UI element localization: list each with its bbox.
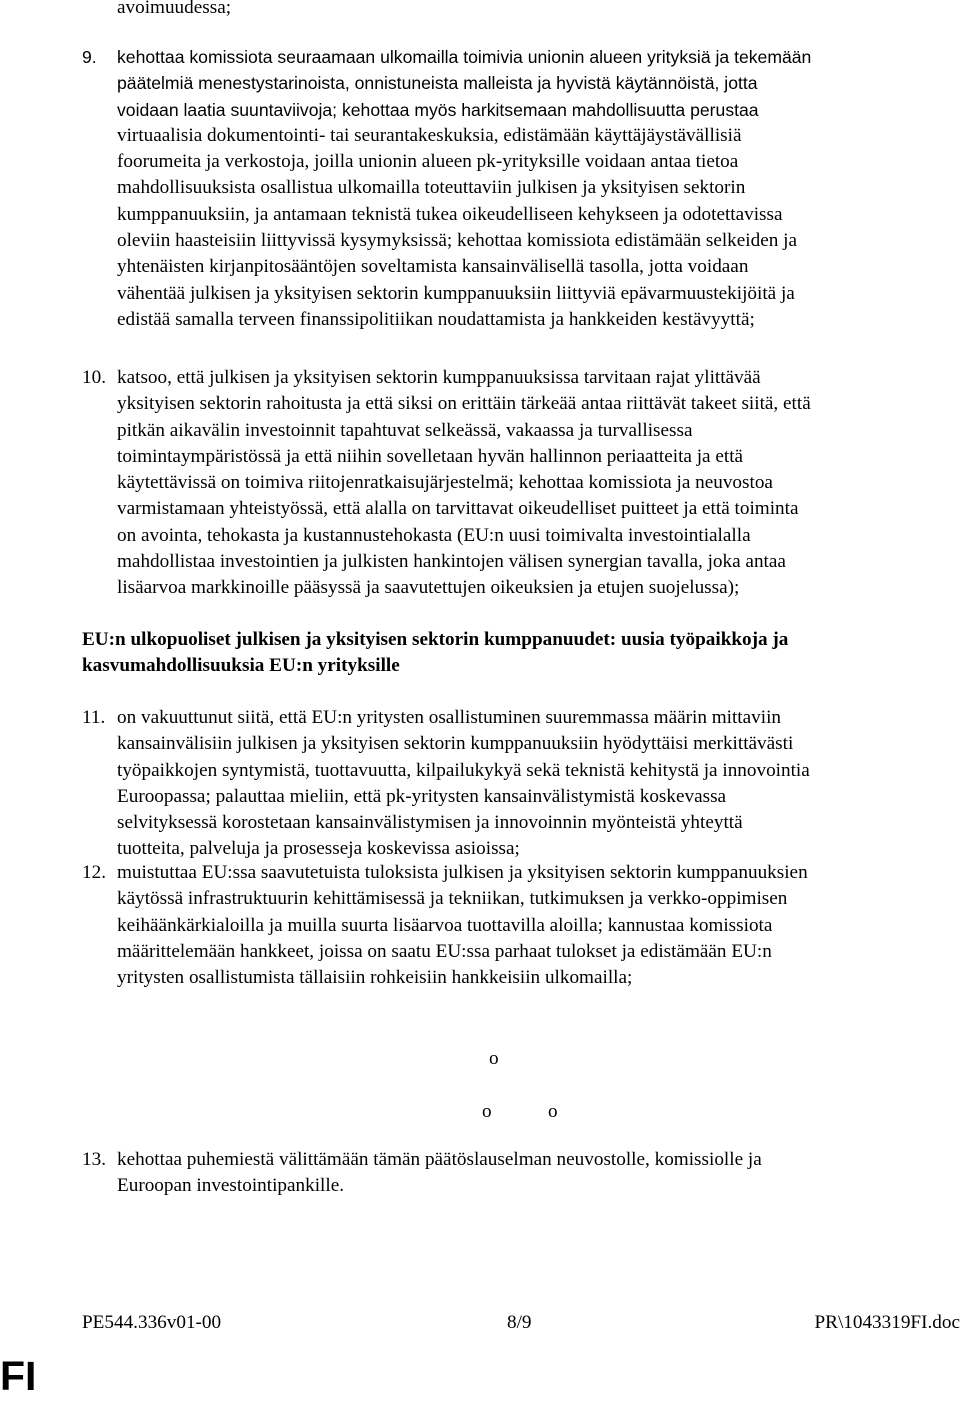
paragraph-9 (82, 44, 960, 333)
text-line: yritysten osallistumista tällaisiin rohkeisiin hankkeisiin ulkomailla; (117, 967, 633, 989)
text-line: muistuttaa EU:ssa saavutetuista tuloksista julkisen ja yksityisen sektorin kumppanuuksien (117, 862, 808, 883)
page-number: 8/9 (507, 1312, 532, 1333)
text-line: keihäänkärkialoilla ja muilla suurta lisäarvoa tuottavilla aloilla; kannustaa komissiota (117, 914, 773, 936)
paragraph-number: 10. (82, 367, 106, 388)
text-line: yhtenäisten kirjanpitosääntöjen soveltamista kansainvälisellä tasolla, jotta voidaan (117, 256, 749, 278)
text-line: oleviin haasteisiin liittyvissä kysymyksissä; kehottaa komissiota edistämään selkeiden ja (117, 230, 797, 252)
paragraph-10 (82, 365, 960, 602)
text-line: käytössä infrastruktuurin kehittämisessä ja tekniikan, tutkimuksen ja verkko-oppimisen (117, 888, 788, 910)
document-reference: PE544.336v01-00 (82, 1312, 222, 1333)
page-footer (82, 1310, 960, 1338)
text-line: tuotteita, palveluja ja prosesseja koskevissa asioissa; (117, 838, 520, 860)
text-line: vähentää julkisen ja yksityisen sektorin kumppanuuksiin liittyviä epävarmuustekijöitä ja (117, 282, 795, 304)
paragraph-number: 11. (82, 707, 106, 728)
text-line: virtuaalisia dokumentointi- tai seurantakeskuksia, edistämään käyttäjäystävällisiä (117, 124, 742, 146)
separator-mark: o (482, 1101, 492, 1122)
text-line: yksityisen sektorin rahoitusta ja että siksi on erittäin tärkeää antaa riittävät takeet siitä, että (117, 393, 811, 415)
text-line: kumppanuuksiin, ja antamaan teknistä tukea oikeudelliseen kehykseen ja odotettavissa (117, 203, 783, 225)
text-line: varmistamaan yhteistyössä, että alalla on tarvittavat oikeudelliset puitteet ja että toiminta (117, 498, 799, 520)
separator-mark: o (548, 1101, 558, 1122)
text-line: pitkän aikavälin investoinnit tapahtuvat selkeässä, vakaassa ja turvallisessa (117, 419, 693, 441)
section-heading (82, 627, 952, 680)
text-line: kehottaa puhemiestä välittämään tämän päätöslauselman neuvostolle, komissiolle ja (117, 1149, 762, 1170)
paragraph-number: 9. (82, 47, 97, 67)
paragraph-text (117, 44, 960, 333)
paragraph-number: 13. (82, 1149, 106, 1170)
paragraph-text (117, 365, 960, 602)
text-line: kansainvälisiin julkisen ja yksityisen sektorin kumppanuuksiin hyödyttäisi merkittävästi (117, 733, 794, 755)
text-line: kehottaa komissiota seuraamaan ulkomailla toimivia unionin alueen yrityksiä ja tekemään (117, 47, 812, 67)
text-line: toimintaympäristössä ja että niihin sovelletaan hyvän hallinnon periaatteita ja että (117, 445, 744, 467)
text-line: foorumeita ja verkostoja, joilla unionin alueen pk-yrityksille voidaan antaa tietoa (117, 151, 739, 173)
language-tag: FI (0, 1353, 37, 1399)
text-line: on avointa, tehokasta ja kustannustehokasta (EU:n uusi toimivalta investointialalla (117, 524, 751, 546)
paragraph-fragment: avoimuudessa; (117, 0, 232, 18)
text-line: voidaan laatia suuntaviivoja; kehottaa myös harkitsemaan mahdollisuutta perustaa (117, 99, 759, 120)
paragraph-11 (82, 705, 960, 863)
separator-mark: o (489, 1048, 499, 1069)
paragraph-12 (82, 860, 960, 991)
text-line: määrittelemään hankkeet, joissa on saatu EU:ssa parhaat tulokset ja edistämään EU:n (117, 940, 772, 962)
file-name: PR\1043319FI.doc (814, 1312, 960, 1333)
text-line: edistää samalla terveen finanssipolitiikan noudattamista ja hankkeiden kestävyyttä; (117, 308, 755, 330)
text-line: katsoo, että julkisen ja yksityisen sektorin kumppanuuksissa tarvitaan rajat ylittävää (117, 367, 761, 388)
text-line: selvityksessä korostetaan kansainvälistymisen ja innovoinnin myönteistä yhteyttä (117, 812, 743, 834)
paragraph-text (117, 860, 960, 991)
paragraph-text (117, 1147, 960, 1200)
text-line: työpaikkojen syntymistä, tuottavuutta, kilpailukykyä sekä teknistä kehitystä ja innovointia (117, 759, 810, 781)
text-line: lisäarvoa markkinoille pääsyssä ja saavutettujen oikeuksien ja etujen suojelussa); (117, 577, 740, 599)
text-line: päätelmiä menestystarinoista, onnistuneista malleista ja hyvistä käytännöistä, jotta (117, 73, 758, 94)
text-line: on vakuuttunut siitä, että EU:n yritysten osallistuminen suuremmassa määrin mittaviin (117, 707, 781, 728)
text-line: Euroopassa; palauttaa mieliin, että pk-yritysten kansainvälistymistä koskevassa (117, 785, 727, 807)
paragraph-text (117, 705, 960, 863)
heading-line: kasvumahdollisuuksia EU:n yrityksille (82, 655, 400, 677)
paragraph-13 (82, 1147, 960, 1200)
text-line: mahdollisuuksista osallistua ulkomailla toteuttaviin julkisen ja yksityisen sektorin (117, 177, 746, 199)
paragraph-number: 12. (82, 862, 106, 883)
heading-line: EU:n ulkopuoliset julkisen ja yksityisen sektorin kumppanuudet: uusia työpaikkoja ja (82, 629, 789, 650)
text-line: mahdollistaa investointien ja julkisten hankintojen välisen synergian tavalla, joka antaa (117, 551, 786, 573)
text-line: Euroopan investointipankille. (117, 1175, 345, 1197)
text-line: käytettävissä on toimiva riitojenratkaisujärjestelmä; kehottaa komissiota ja neuvostoa (117, 472, 773, 494)
